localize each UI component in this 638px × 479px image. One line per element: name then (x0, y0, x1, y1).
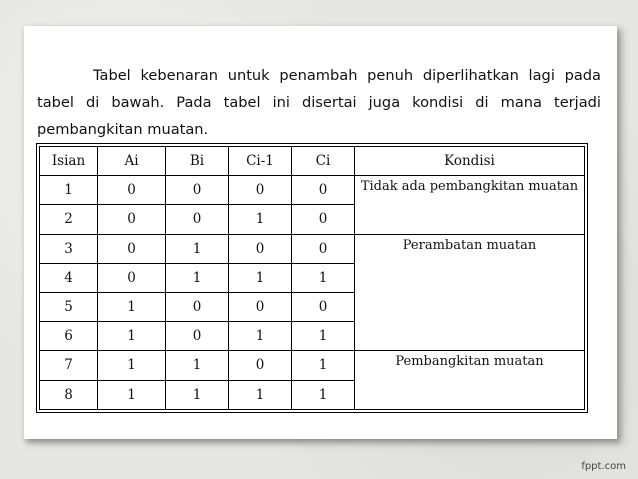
cell: 0 (229, 351, 292, 380)
cell: 0 (98, 234, 166, 263)
header-kondisi: Kondisi (355, 147, 585, 176)
cell: 0 (292, 234, 355, 263)
cell: 1 (229, 263, 292, 292)
cell: 5 (40, 292, 98, 321)
cell: 1 (98, 380, 166, 409)
cell: 0 (292, 292, 355, 321)
cell: 0 (166, 176, 229, 205)
cell: 1 (229, 322, 292, 351)
header-ci: Ci (292, 147, 355, 176)
cell: 1 (166, 351, 229, 380)
cell: 3 (40, 234, 98, 263)
cell: 1 (98, 322, 166, 351)
cell: 1 (166, 263, 229, 292)
table-row (40, 234, 585, 263)
cell: 4 (40, 263, 98, 292)
kondisi-cell: Pembangkitan muatan (355, 351, 585, 409)
cell: 2 (40, 205, 98, 234)
cell: 1 (98, 351, 166, 380)
cell: 0 (229, 176, 292, 205)
table-row (40, 176, 585, 205)
cell: 0 (292, 176, 355, 205)
kondisi-cell: Tidak ada pembangkitan muatan (355, 176, 585, 234)
cell: 1 (166, 234, 229, 263)
header-ai: Ai (98, 147, 166, 176)
cell: 7 (40, 351, 98, 380)
cell: 1 (292, 380, 355, 409)
footer-brand: fppt.com (581, 461, 626, 472)
cell: 1 (292, 263, 355, 292)
cell: 0 (166, 322, 229, 351)
intro-paragraph: Tabel kebenaran untuk penambah penuh diperlihatkan lagi pada tabel di bawah. Pada tabel ini disertai juga kondisi di mana terjadi pembangkitan muatan. (37, 67, 601, 138)
kondisi-cell: Perambatan muatan (355, 234, 585, 351)
header-isian: Isian (40, 147, 98, 176)
cell: 0 (229, 292, 292, 321)
cell: 0 (98, 176, 166, 205)
truth-table (39, 146, 585, 410)
header-ci-1: Ci-1 (229, 147, 292, 176)
cell: 1 (166, 380, 229, 409)
cell: 1 (229, 380, 292, 409)
cell: 1 (40, 176, 98, 205)
cell: 0 (166, 292, 229, 321)
cell: 1 (229, 205, 292, 234)
cell: 0 (292, 205, 355, 234)
cell: 8 (40, 380, 98, 409)
slide (24, 26, 617, 439)
cell: 1 (292, 351, 355, 380)
header-bi: Bi (166, 147, 229, 176)
cell: 1 (292, 322, 355, 351)
cell: 0 (98, 263, 166, 292)
cell: 0 (98, 205, 166, 234)
cell: 0 (166, 205, 229, 234)
cell: 6 (40, 322, 98, 351)
table-header-row (40, 147, 585, 176)
cell: 0 (229, 234, 292, 263)
table-row (40, 351, 585, 380)
cell: 1 (98, 292, 166, 321)
